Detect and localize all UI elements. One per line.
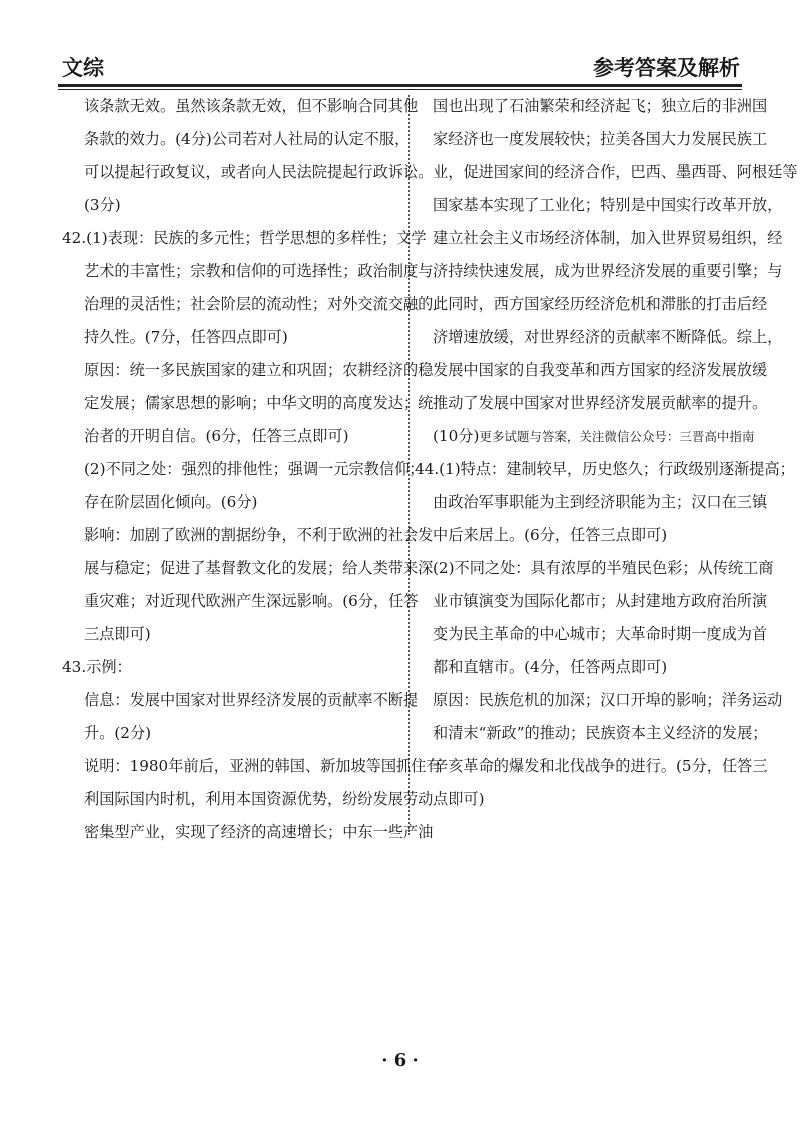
left-line: 存在阶层固化倾向。(6分)	[84, 493, 258, 511]
question-43-start: 43.示例：	[62, 658, 132, 676]
right-line: 都和直辖市。(4分，任答两点即可)	[433, 658, 668, 676]
right-line: 变为民主革命的中心城市；大革命时期一度成为首	[433, 625, 768, 643]
left-line: 艺术的丰富性；宗教和信仰的可选择性；政治制度与	[84, 262, 434, 280]
score-note: (10分)	[433, 427, 480, 445]
left-line: 升。(2分)	[84, 724, 152, 742]
left-line: 定发展；儒家思想的影响；中华文明的高度发达；统	[84, 394, 434, 412]
right-line: 业，促进国家间的经济合作，巴西、墨西哥、阿根廷等	[433, 163, 798, 181]
right-line: 国也出现了石油繁荣和经济起飞；独立后的非洲国	[433, 97, 768, 115]
right-line: 中后来居上。(6分，任答三点即可)	[433, 526, 668, 544]
left-line: 展与稳定；促进了基督教文化的发展；给人类带来深	[84, 559, 434, 577]
left-line: 利国际国内时机，利用本国资源优势，纷纷发展劳动	[84, 790, 434, 808]
left-line: 持久性。(7分，任答四点即可)	[84, 328, 288, 346]
right-line: 原因：民族危机的加深；汉口开埠的影响；洋务运动	[433, 691, 783, 709]
left-line: 重灾难；对近现代欧洲产生深远影响。(6分，任答	[84, 592, 419, 610]
question-42-start: 42.(1)表现：民族的多元性；哲学思想的多样性；文学	[62, 229, 427, 247]
right-line: 推动了发展中国家对世界经济发展贡献率的提升。	[433, 394, 768, 412]
left-line: 治理的灵活性；社会阶层的流动性；对外交流交融的	[84, 295, 434, 313]
left-line: 治者的开明自信。(6分，任答三点即可)	[84, 427, 349, 445]
left-line: 影响：加剧了欧洲的割据纷争，不利于欧洲的社会发	[84, 526, 434, 544]
right-line: 辛亥革命的爆发和北伐战争的进行。(5分，任答三	[433, 757, 768, 775]
left-line: 该条款无效。虽然该条款无效，但不影响合同其他	[84, 97, 419, 115]
right-line: 济持续快速发展，成为世界经济发展的重要引擎；与	[433, 262, 783, 280]
left-line: (3分)	[84, 196, 121, 214]
right-line: 点即可)	[433, 790, 485, 808]
right-line: (2)不同之处：具有浓厚的半殖民色彩；从传统工商	[433, 559, 774, 577]
right-line: 和清末“新政”的推动；民族资本主义经济的发展；	[433, 724, 768, 742]
left-line: 说明：1980年前后，亚洲的韩国、新加坡等国抓住有	[84, 757, 442, 775]
left-line: 信息：发展中国家对世界经济发展的贡献率不断提	[84, 691, 419, 709]
right-line: 此同时，西方国家经历经济危机和滞胀的打击后经	[433, 295, 768, 313]
watermark-note: 更多试题与答案，关注微信公众号：三晋高中指南	[479, 429, 755, 444]
right-line: 业市镇演变为国际化都市；从封建地方政府治所演	[433, 592, 768, 610]
right-line	[433, 426, 754, 447]
header-title: 参考答案及解析	[593, 55, 740, 80]
left-line: 密集型产业，实现了经济的高速增长；中东一些产油	[84, 823, 434, 841]
left-line: 可以提起行政复议，或者向人民法院提起行政诉讼。	[84, 163, 434, 181]
header-subject: 文综	[62, 55, 104, 80]
left-line: 条款的效力。(4分)公司若对人社局的认定不服，	[84, 130, 410, 148]
right-line: 由政治军事职能为主到经济职能为主；汉口在三镇	[433, 493, 768, 511]
right-line: 国家基本实现了工业化；特别是中国实行改革开放，	[433, 196, 783, 214]
right-line: 建立社会主义市场经济体制，加入世界贸易组织，经	[433, 229, 783, 247]
left-line: (2)不同之处：强烈的排他性；强调一元宗教信仰；	[84, 460, 425, 478]
header-rule	[58, 84, 742, 87]
right-line: 家经济也一度发展较快；拉美各国大力发展民族工	[433, 130, 768, 148]
right-line: 济增速放缓，对世界经济的贡献率不断降低。综上，	[433, 328, 783, 346]
question-44-start: 44.(1)特点：建制较早，历史悠久；行政级别逐渐提高；	[415, 460, 795, 478]
page-number: · 6 ·	[381, 1050, 419, 1071]
left-line: 原因：统一多民族国家的建立和巩固；农耕经济的稳	[84, 361, 434, 379]
right-line: 发展中国家的自我变革和西方国家的经济发展放缓	[433, 361, 768, 379]
header-rule-thin	[58, 89, 742, 90]
left-line: 三点即可)	[84, 625, 151, 643]
